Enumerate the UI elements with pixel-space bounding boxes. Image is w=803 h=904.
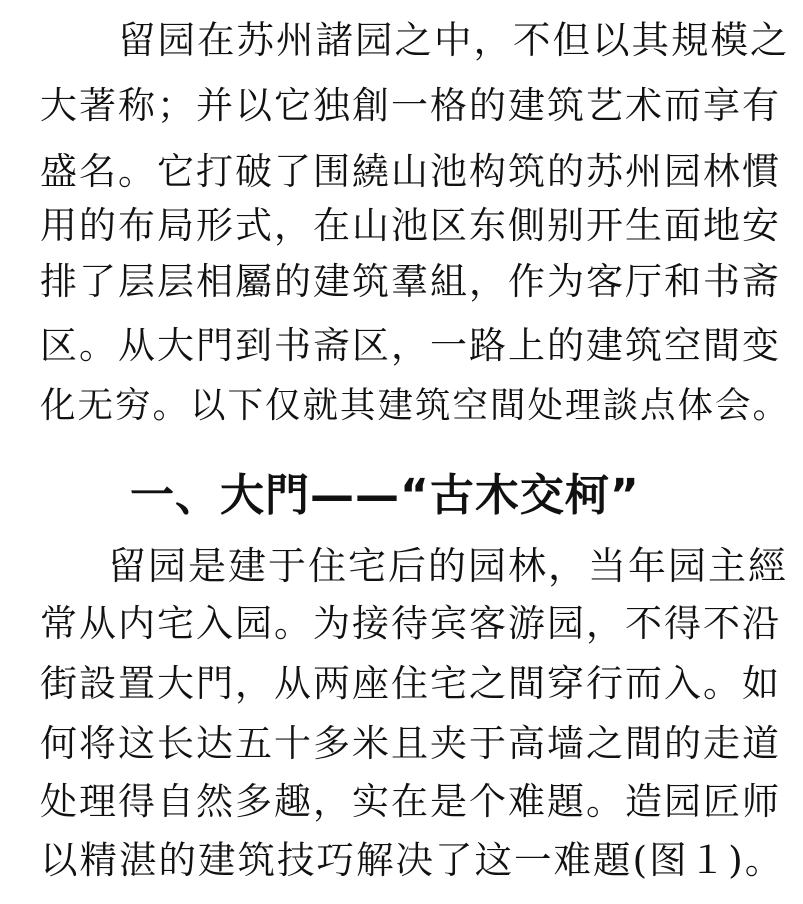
section-heading: 一、大門——“古木交柯”: [130, 470, 640, 521]
text-line: 化无穷。以下仅就其建筑空間处理談点体会。: [40, 385, 791, 426]
text-line: 留园在苏州諸园之中，不但以其規模之: [118, 18, 790, 62]
text-line: 用的布局形式，在山池区东側别开生面地安: [40, 204, 781, 247]
text-line: 街設置大門，从两座住宅之間穿行而入。如: [40, 662, 781, 705]
text-line: 大著称；并以它独創一格的建筑艺术而享有: [40, 84, 781, 127]
text-line: 何将这长达五十多米且夹于高墙之間的走道: [40, 722, 781, 765]
text-line: 处理得自然多趣，实在是个难題。造园匠师: [40, 780, 781, 823]
text-line: 以精湛的建筑技巧解决了这一难題(图１)。: [40, 838, 785, 882]
text-line: 区。从大門到书斋区，一路上的建筑空間变: [40, 324, 781, 367]
text-line: 排了层层相屬的建筑羣組，作为客厅和书斋: [40, 260, 781, 303]
text-line: 常从内宅入园。为接待宾客游园，不得不沿: [40, 602, 781, 645]
text-line: 盛名。它打破了围繞山池构筑的苏州园林慣: [40, 150, 781, 193]
text-line: 留园是建于住宅后的园林，当年园主經: [108, 544, 789, 588]
